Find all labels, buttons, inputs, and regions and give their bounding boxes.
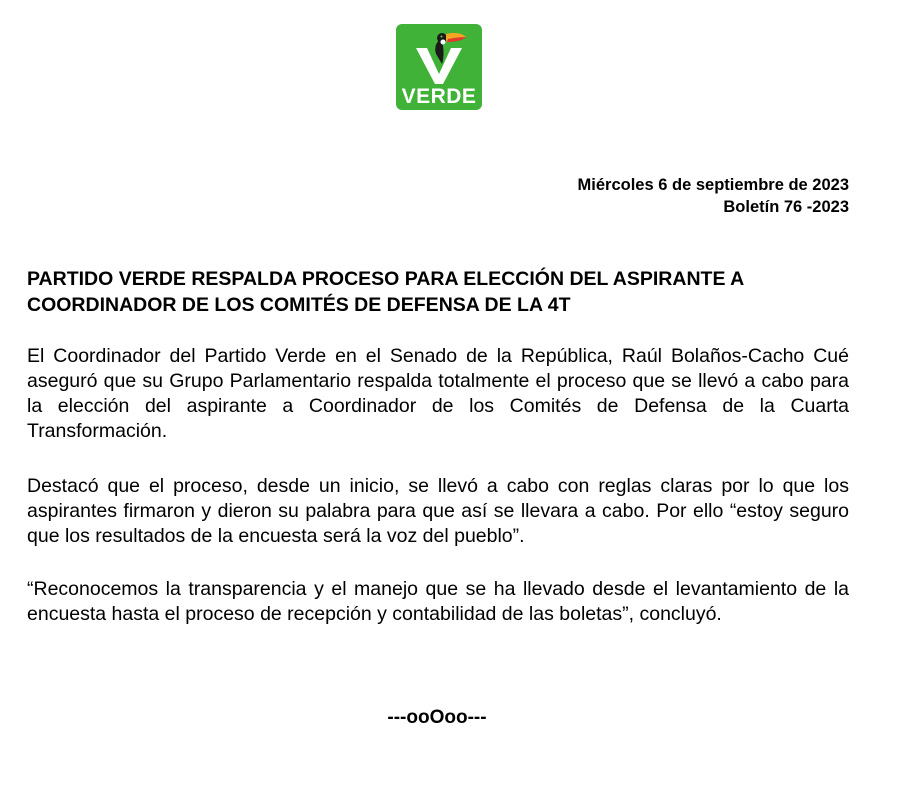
verde-party-logo (396, 24, 482, 110)
date-text: Miércoles 6 de septiembre de 2023 (577, 176, 849, 194)
dateline (578, 174, 849, 218)
headline: PARTIDO VERDE RESPALDA PROCESO PARA ELECCIÓN DEL ASPIRANTE A COORDINADOR DE LOS COMITÉS DE DEFENSA DE LA 4T (27, 268, 744, 316)
closing-mark: ---ooOoo--- (387, 707, 487, 728)
body-paragraph-1: El Coordinador del Partido Verde en el Senado de la República, Raúl Bolaños-Cacho Cué aseguró que su Grupo Parlamentario respalda totalmente el proceso que se llevó a cabo para la elección del aspirante a Coordinador de los Comités de Defensa de la Cuarta Transformación. (27, 345, 849, 442)
body-paragraph-2: Destacó que el proceso, desde un inicio, se llevó a cabo con reglas claras por lo que los aspirantes firmaron y dieron su palabra para que así se llevara a cabo. Por ello “estoy seguro que los resultados de la encuesta será la voz del pueblo”. (27, 475, 849, 547)
body-paragraph-3: “Reconocemos la transparencia y el manejo que se ha llevado desde el levantamiento de la encuesta hasta el proceso de recepción y contabilidad de las boletas”, concluyó. (27, 578, 849, 625)
bulletin-number: Boletín 76 -2023 (723, 198, 849, 216)
logo-text: VERDE (401, 85, 477, 108)
